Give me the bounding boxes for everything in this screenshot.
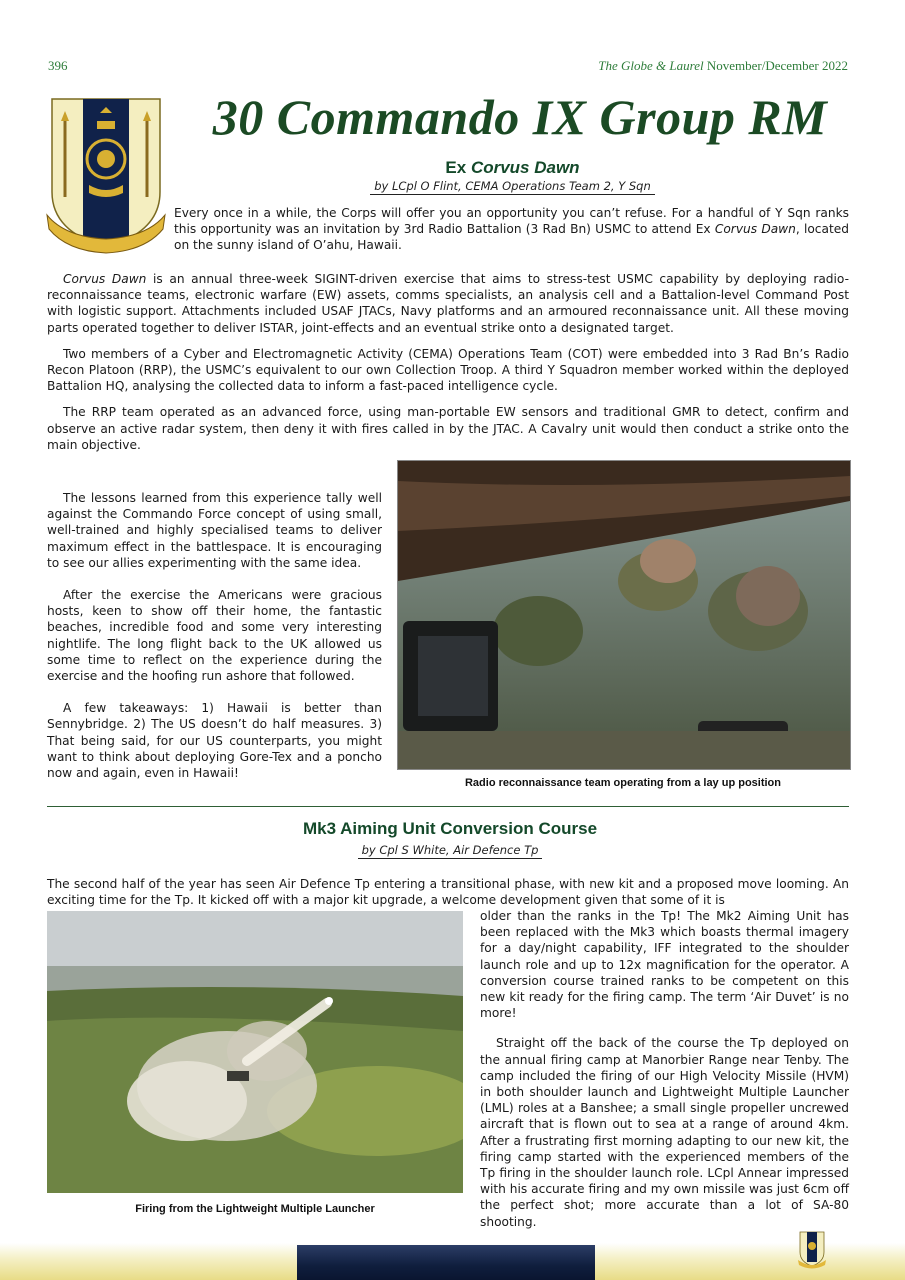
issue-date: November/December 2022 bbox=[706, 58, 848, 73]
article1-left-column bbox=[47, 490, 382, 781]
article2-opening bbox=[47, 876, 849, 908]
paragraph: The lessons learned from this experience tally well against the Commando Force concept of using small, well-trained and highly specialised teams to deliver maximum effect in the battlespace. It is encouraging to see our allies experimenting with the same idea. bbox=[47, 491, 382, 570]
masthead bbox=[598, 58, 848, 74]
section-divider bbox=[47, 806, 849, 807]
magazine-name: The Globe & Laurel bbox=[598, 58, 704, 73]
paragraph: Straight off the back of the course the Tp deployed on the annual firing camp at Manorbier Range near Tenby. The camp included the firing of our High Velocity Missile (HVM) in both shoulder launch and Lightweight Multiple Launcher (LML) roles at a Banshee; a small single propeller uncrewed aircraft that is flown out to sea at a range of around 4km. After a frustrating first morning adapting to our new kit, the firing camp started with the experienced members of the Tp firing in the shoulder launch role. LCpl Annear impressed with his accurate firing and my own missile was just 6cm off the perfect shot; more accurate than a lot of SA-80 shooting. bbox=[480, 1036, 849, 1229]
photo-radio-recon-team bbox=[397, 460, 851, 770]
byline-flint bbox=[250, 179, 775, 193]
article2-right-column bbox=[480, 908, 849, 1230]
page-title: 30 Commando IX Group RM bbox=[212, 89, 828, 145]
photo-caption-radio-recon: Radio reconnaissance team operating from a lay up position bbox=[464, 777, 781, 789]
text-run-italic: Corvus Dawn bbox=[63, 272, 147, 286]
article1-intro bbox=[174, 205, 849, 254]
paragraph bbox=[174, 205, 849, 254]
paragraph: After the exercise the Americans were gracious hosts, keen to show off their home, the fantastic beaches, incredible food and some very interesting nightlife. The long flight back to the UK allowed us some time to reflect on the experience during the exercise and the hoofing run ashore that followed. bbox=[47, 588, 382, 684]
article-title-corvus-dawn bbox=[250, 158, 775, 178]
article-title-prefix: Ex bbox=[445, 158, 471, 177]
paragraph bbox=[47, 271, 849, 336]
photo-lml-firing bbox=[47, 911, 463, 1193]
text-run: , located on the sunny island of O’ahu, Hawaii. bbox=[174, 222, 849, 253]
text-run-italic: Corvus Dawn bbox=[714, 222, 796, 237]
footer-crest-icon bbox=[798, 1230, 826, 1270]
text-run: Every once in a while, the Corps will offer you an opportunity you can’t refuse. For a handful of Y Sqn ranks this opportunity was an invitation by 3rd Radio Battalion (3 Rad Bn) USMC to attend Ex bbox=[174, 206, 849, 237]
royal-marines-crest-icon bbox=[45, 97, 167, 257]
paragraph: Two members of a Cyber and Electromagnetic Activity (CEMA) Operations Team (COT) were embedded into 3 Rad Bn’s Radio Recon Platoon (RRP), the USMC’s equivalent to our own Collection Troop. A third Y Squadron member worked within the deployed Battalion HQ, analysing the collected data to inform a fast-paced intelligence cycle. bbox=[47, 346, 849, 394]
byline-text: by LCpl O Flint, CEMA Operations Team 2, Y Sqn bbox=[370, 179, 655, 195]
paragraph: The second half of the year has seen Air Defence Tp entering a transitional phase, with new kit and a proposed move looming. An exciting time for the Tp. It kicked off with a major kit upgrade, a welcome development given that some of it is bbox=[47, 877, 849, 908]
article1-body-full bbox=[47, 271, 849, 453]
paragraph: A few takeaways: 1) Hawaii is better than Sennybridge. 2) The US doesn’t do half measures. 3) That being said, for our US counterparts, you might want to think about deploying Gore-Tex and a poncho now and again, even in Hawaii! bbox=[47, 701, 382, 781]
article-title-italic: Corvus Dawn bbox=[470, 158, 580, 177]
byline-white bbox=[200, 843, 700, 857]
paragraph: The RRP team operated as an advanced force, using man-portable EW sensors and traditional GMR to detect, confirm and observe an active radar system, then deny it with fires called in by the JTAC. A Cavalry unit would then conduct a strike onto the main objective. bbox=[47, 405, 849, 452]
article-title-mk3: Mk3 Aiming Unit Conversion Course bbox=[302, 819, 598, 838]
footer-navy-block bbox=[297, 1245, 595, 1280]
text-run: is an annual three-week SIGINT-driven exercise that aims to stress-test USMC capability by deploying radio-reconnaissance teams, electronic warfare (EW) assets, comms specialists, an analysis cell and a Battalion-level Command Post with logistic support. Attachments included USAF JTACs, Navy platforms and an armoured reconnaissance unit. All these moving parts operated together to deliver ISTAR, joint-effects and an eventual strike onto a designated target. bbox=[47, 272, 849, 335]
page-number: 396 bbox=[48, 58, 68, 73]
byline-text: by Cpl S White, Air Defence Tp bbox=[358, 843, 543, 859]
photo-caption-lml: Firing from the Lightweight Multiple Launcher bbox=[135, 1203, 375, 1215]
paragraph: older than the ranks in the Tp! The Mk2 Aiming Unit has been replaced with the Mk3 which boasts thermal imagery for a day/night capability, IFF integrated to the shoulder launch role and up to 12x magnification for the operator. A conversion course trained ranks to be competent on this new kit ready for the firing camp. The term ‘Air Duvet’ is no more! bbox=[480, 909, 849, 1021]
